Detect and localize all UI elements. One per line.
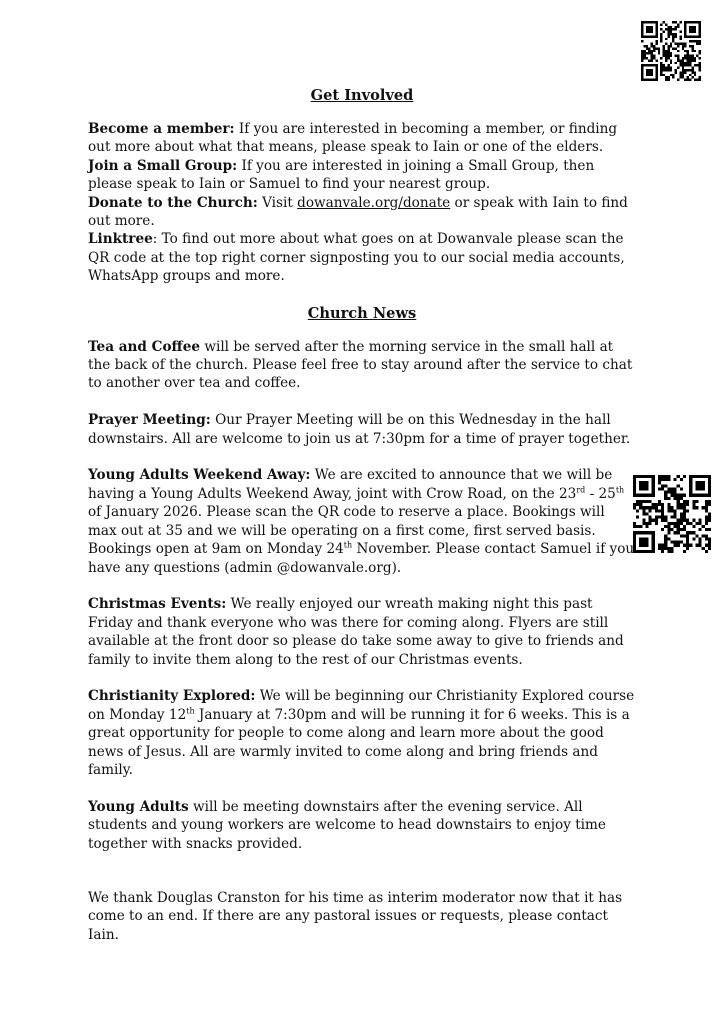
young-adults-paragraph (88, 798, 636, 853)
christianity-explored-text-1: We will be beginning our Christianity Explored course on Monday 12 (88, 688, 635, 723)
linktree-paragraph (88, 230, 636, 285)
become-member-text: If you are interested in becoming a member, or finding out more about what that means, please speak to Iain or one of the elders. (88, 121, 618, 156)
weekend-away-paragraph (88, 466, 636, 576)
young-adults-label: Young Adults (88, 798, 189, 815)
weekend-away-qr-code[interactable] (633, 475, 711, 553)
linktree-qr-code[interactable] (641, 21, 701, 81)
christianity-explored-sup: th (186, 706, 195, 716)
weekend-away-sup-1: rd (576, 485, 586, 495)
weekend-away-text-2: - 25 (585, 485, 616, 502)
weekend-away-label: Young Adults Weekend Away: (88, 467, 311, 484)
thanks-paragraph: We thank Douglas Cranston for his time as interim moderator now that it has come to an end. If there are any pastoral issues or requests, please contact Iain. (88, 889, 623, 943)
get-involved-heading: Get Involved (310, 87, 414, 104)
weekend-away-text-4: November. Please contact Samuel if you have any questions (admin @dowanvale.org). (88, 541, 635, 576)
christianity-explored-text-2: January at 7:30pm and will be running it for 6 weeks. This is a great opportunity for people to come along and learn more about the good news of Jesus. All are warmly invited to come along and bring friends and family. (88, 706, 630, 778)
christmas-events-paragraph (88, 595, 636, 669)
church-news-heading: Church News (307, 304, 417, 322)
weekend-away-sup-2: th (615, 485, 625, 495)
christmas-events-label: Christmas Events: (88, 596, 227, 613)
christianity-explored-paragraph (88, 687, 636, 779)
linktree-text: : To find out more about what goes on at Dowanvale please scan the QR code at the top right corner signposting you to our social media accounts, WhatsApp groups and more. (88, 231, 625, 285)
linktree-label: Linktree (88, 231, 153, 248)
prayer-meeting-paragraph (88, 411, 636, 448)
donate-text-before: Visit (257, 194, 298, 211)
christmas-events-text: We really enjoyed our wreath making night this past Friday and thank everyone who was there for coming along. Flyers are still available at the front door so please do take some away to give to friends and family to invite them along to the rest of our Christmas events. (88, 596, 624, 668)
prayer-meeting-label: Prayer Meeting: (88, 412, 211, 429)
donate-paragraph (88, 194, 636, 231)
small-group-label: Join a Small Group: (88, 157, 238, 174)
donate-label: Donate to the Church: (88, 194, 258, 211)
tea-coffee-paragraph (88, 338, 636, 393)
become-member-label: Become a member: (88, 121, 235, 137)
donate-text-after: or speak with Iain to find out more. (88, 194, 628, 230)
become-member-paragraph (88, 120, 636, 157)
small-group-text: If you are interested in joining a Small Group, then please speak to Iain or Samuel to find your nearest group. (88, 157, 595, 193)
bulletin-content (88, 86, 636, 944)
weekend-away-sup-3: th (343, 540, 353, 550)
tea-coffee-label: Tea and Coffee (88, 338, 201, 355)
weekend-away-text-1: We are excited to announce that we will be having a Young Adults Weekend Away, joint with Crow Road, on the 23 (88, 467, 613, 502)
small-group-paragraph (88, 157, 636, 194)
prayer-meeting-text: Our Prayer Meeting will be on this Wednesday in the hall downstairs. All are welcome to join us at 7:30pm for a time of prayer together. (88, 412, 631, 447)
weekend-away-text-3: of January 2026. Please scan the QR code to reserve a place. Bookings will max out at 35 and we will be operating on a first come, first served basis. Bookings open at 9am on Monday 24 (88, 504, 605, 558)
donate-link[interactable]: dowanvale.org/donate (297, 194, 451, 211)
tea-coffee-text: will be served after the morning service in the small hall at the back of the church. Please feel free to stay around after the service to chat to another over tea and coffee. (88, 338, 633, 392)
christianity-explored-label: Christianity Explored: (88, 688, 256, 705)
young-adults-text: will be meeting downstairs after the evening service. All students and young workers are welcome to head downstairs to enjoy time together with snacks provided. (88, 798, 606, 852)
